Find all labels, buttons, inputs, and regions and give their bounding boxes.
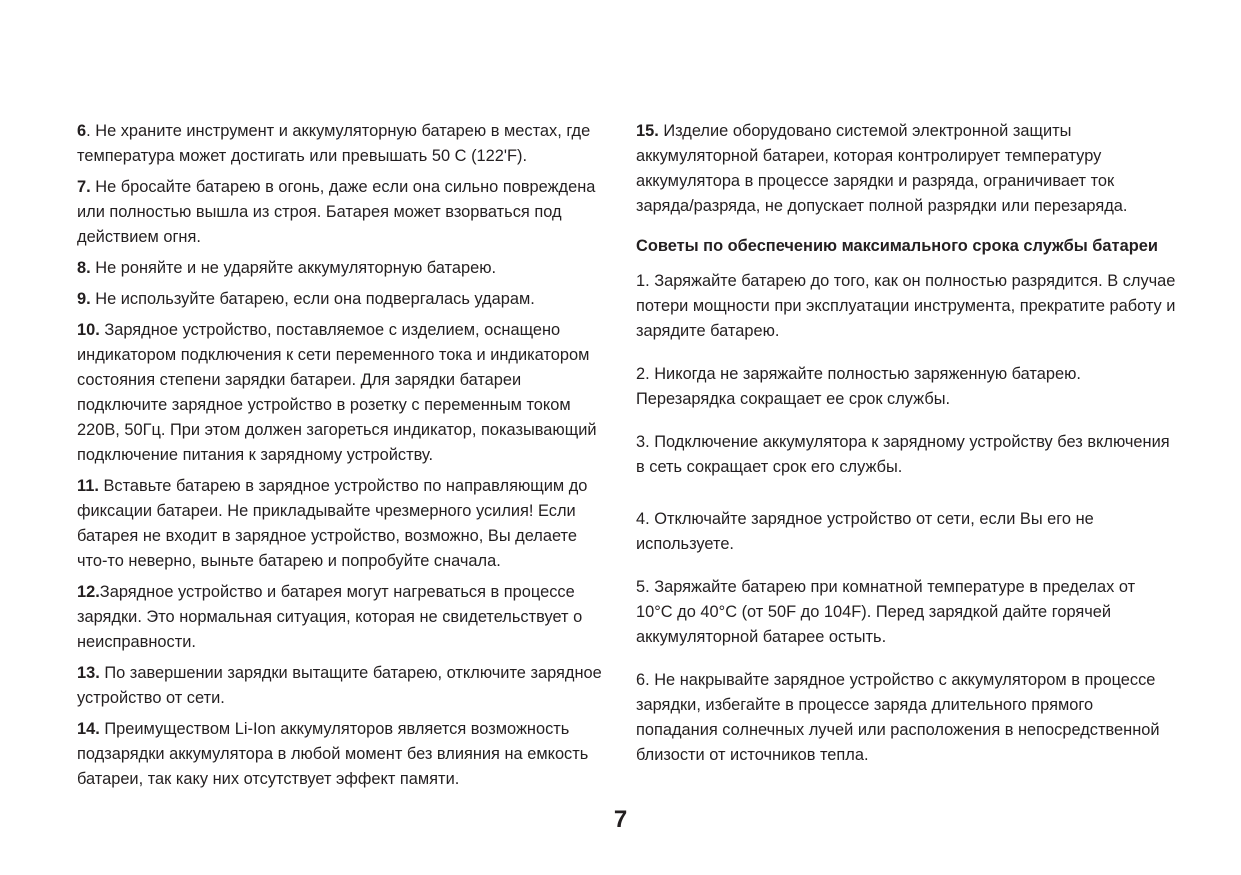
safety-item-13 <box>77 661 610 711</box>
safety-item-14 <box>77 717 610 792</box>
tip-6: 6. Не накрывайте зарядное устройство с аккумулятором в процессе зарядки, избегайте в процессе заряда длительного прямого попадания солнечных лучей или расположения в непосредственной близости от источников тепла. <box>636 671 1160 764</box>
item-number: 8. <box>77 259 91 277</box>
safety-item-11 <box>77 474 610 574</box>
item-number: 11. <box>77 477 99 495</box>
tip-2: 2. Никогда не заряжайте полностью заряженную батарею. Перезарядка сокращает ее срок службы. <box>636 365 1081 408</box>
item-text: Вставьте батарею в зарядное устройство по направляющим до фиксации батареи. Не прикладывайте чрезмерного усилия! Если батарея не входит в зарядное устройство, возможно, Вы делаете что-то неверно, выньте батарею и попробуйте сначала. <box>77 477 588 570</box>
safety-item-8 <box>77 256 610 281</box>
item-number: 9. <box>77 290 91 308</box>
item-text: Не роняйте и не ударяйте аккумуляторную батарею. <box>95 259 497 277</box>
safety-item-12 <box>77 580 610 655</box>
left-column <box>77 119 610 798</box>
item-number: 7. <box>77 178 91 196</box>
item-number: 13. <box>77 664 100 682</box>
item-number: 6 <box>77 122 87 140</box>
tip-4: 4. Отключайте зарядное устройство от сети, если Вы его не используете. <box>636 510 1094 553</box>
section-heading: Советы по обеспечению максимального срока службы батареи <box>636 237 1158 255</box>
item-number: 12. <box>77 583 100 601</box>
safety-item-9 <box>77 287 610 312</box>
item-text: Не используйте батарею, если она подвергалась ударам. <box>95 290 535 308</box>
item-text: Преимуществом Li-Ion аккумуляторов является возможность подзарядки аккумулятора в любой момент без влияния на емкость батареи, так каку них отсутствует эффект памяти. <box>77 720 589 788</box>
item-text: Изделие оборудовано системой электронной защиты аккумуляторной батареи, которая контролирует температуру аккумулятора в процессе зарядки и разряда, ограничивает ток заряда/разряда, не допускает полной разрядки или перезаряда. <box>636 122 1128 215</box>
item-text: По завершении зарядки вытащите батарею, отключите зарядное устройство от сети. <box>77 664 602 707</box>
tip-1: 1. Заряжайте батарею до того, как он полностью разрядится. В случае потери мощности при эксплуатации инструмента, прекратите работу и зарядите батарею. <box>636 272 1176 340</box>
item-text: Зарядное устройство, поставляемое с изделием, оснащено индикатором подключения к сети переменного тока и индикатором состояния степени зарядки батареи. Для зарядки батареи подключите зарядное устройство в розетку с переменным током 220В, 50Гц. При этом должен загореться индикатор, показывающий подключение питания к зарядному устройству. <box>77 321 597 464</box>
item-text: Не бросайте батарею в огонь, даже если она сильно повреждена или полностью вышла из строя. Батарея может взорваться под действием огня. <box>77 178 596 246</box>
right-column <box>636 119 1176 786</box>
safety-item-6 <box>77 119 610 169</box>
item-separator: . <box>86 122 96 140</box>
item-number: 15. <box>636 122 659 140</box>
safety-item-15 <box>636 119 1176 219</box>
tip-5: 5. Заряжайте батарею при комнатной температуре в пределах от 10°C до 40°C (от 50F до 104F). Перед зарядкой дайте горячей аккумуляторной батарее остыть. <box>636 578 1136 646</box>
item-text: Зарядное устройство и батарея могут нагреваться в процессе зарядки. Это нормальная ситуация, которая не свидетельствует о неисправности. <box>77 583 583 651</box>
page-number: 7 <box>613 806 628 833</box>
item-text: Не храните инструмент и аккумуляторную батарею в местах, где температура может достигать или превышать 50 С (122'F). <box>77 122 591 165</box>
tip-3: 3. Подключение аккумулятора к зарядному устройству без включения в сеть сокращает срок его службы. <box>636 433 1170 476</box>
item-number: 10. <box>77 321 100 339</box>
safety-item-7 <box>77 175 610 250</box>
item-number: 14. <box>77 720 100 738</box>
safety-item-10 <box>77 318 610 468</box>
